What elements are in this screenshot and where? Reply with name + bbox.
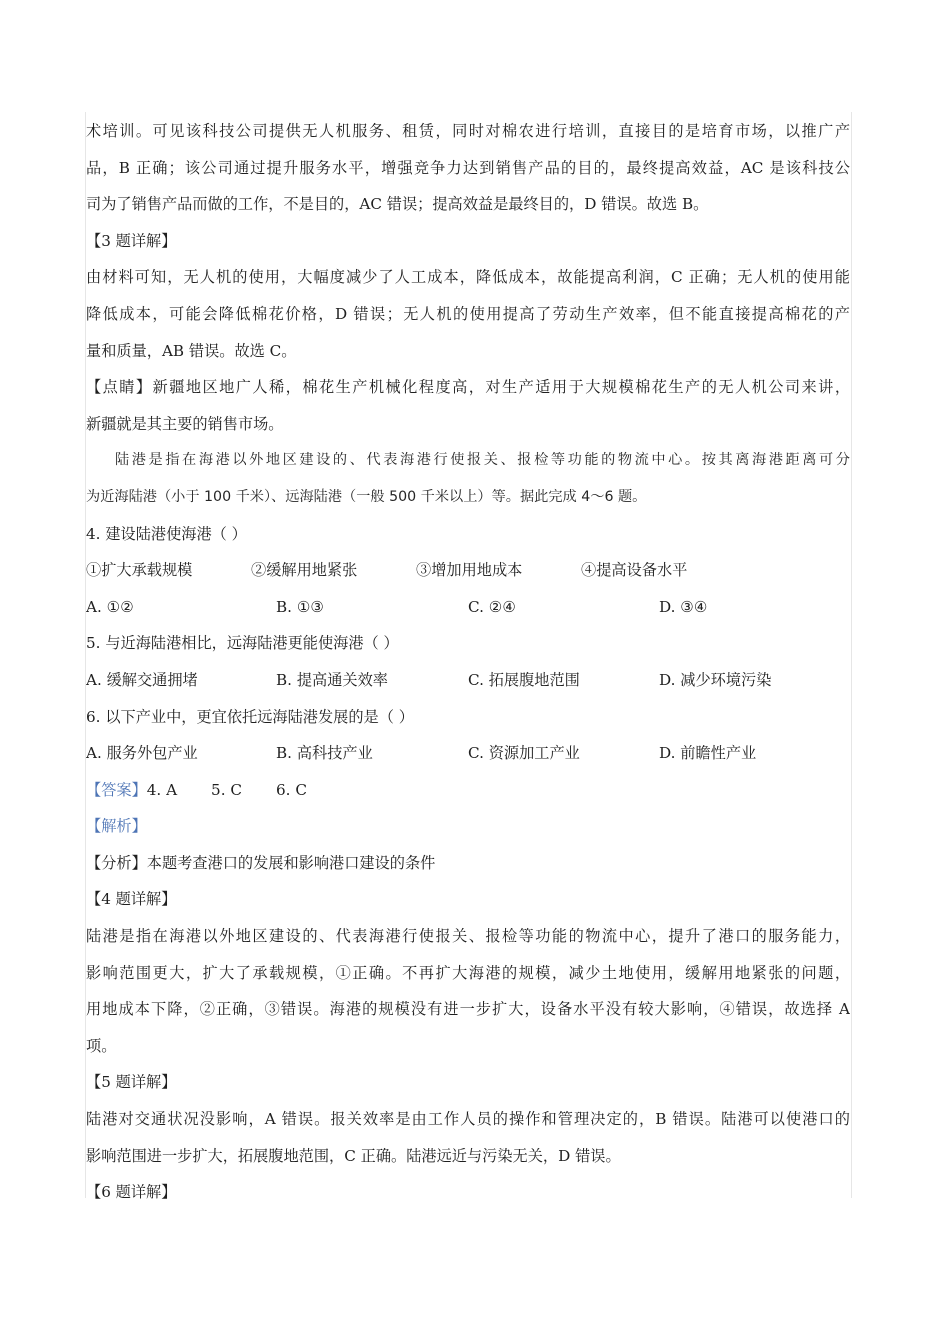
text-line: 陆港是指在海港以外地区建设的、代表海港行使报关、报检等功能的物流中心，提升了港口的服务能力， (86, 927, 850, 946)
document-body (86, 113, 850, 1211)
page-right-border (851, 112, 852, 1198)
answer-item: 4. A (146, 780, 178, 799)
question-4-stem: 4. 建设陆港使海港（ ） (86, 524, 247, 543)
text-line: 影响范围进一步扩大，拓展腹地范围，C 正确。陆港远近与污染无关，D 错误。 (86, 1146, 621, 1165)
question-4-options (86, 589, 850, 626)
statement-item: ③增加用地成本 (416, 561, 523, 580)
answer-label: 【答案】 (86, 780, 147, 799)
question-5-options (86, 662, 850, 699)
option-a: A. 服务外包产业 (86, 744, 198, 763)
text-line: 用地成本下降，②正确，③错误。海港的规模没有进一步扩大，设备水平没有较大影响，④错误，故选择 A (86, 1000, 850, 1019)
option-b: B. 提高通关效率 (276, 670, 388, 689)
text-line: 司为了销售产品而做的工作，不是目的，AC 错误；提高效益是最终目的，D 错误。故选 B。 (86, 195, 709, 214)
question-5-stem: 5. 与近海陆港相比，远海陆港更能使海港（ ） (86, 634, 399, 653)
question-6-stem: 6. 以下产业中，更宜依托远海陆港发展的是（ ） (86, 707, 414, 726)
option-c: C. ②④ (468, 597, 516, 616)
option-d: D. 减少环境污染 (659, 670, 772, 689)
q5-heading: 【5 题详解】 (86, 1073, 177, 1092)
analysis-label: 【解析】 (86, 817, 147, 836)
answer-item: 6. C (276, 780, 307, 799)
option-d: D. ③④ (659, 597, 708, 616)
q4-heading: 【4 题详解】 (86, 890, 177, 909)
q6-heading: 【6 题详解】 (86, 1183, 177, 1202)
material-line: 为近海陆港（小于 100 千米）、远海陆港（一般 500 千米以上）等。据此完成 4～6 题。 (86, 488, 647, 505)
overview-line: 【分析】本题考查港口的发展和影响港口建设的条件 (86, 853, 436, 872)
text-line: 降低成本，可能会降低棉花价格，D 错误；无人机的使用提高了劳动生产效率，但不能直接提高棉花的产 (86, 304, 850, 323)
tip-line: 新疆就是其主要的销售市场。 (86, 414, 284, 433)
material-line: 陆港是指在海港以外地区建设的、代表海港行使报关、报检等功能的物流中心。按其离海港距离可分 (115, 452, 850, 469)
text-line: 项。 (86, 1036, 117, 1055)
option-d: D. 前瞻性产业 (659, 744, 757, 763)
option-c: C. 拓展腹地范围 (468, 670, 580, 689)
question-6-options (86, 735, 850, 772)
text-line: 由材料可知，无人机的使用，大幅度减少了人工成本，降低成本，故能提高利润，C 正确；无人机的使用能 (86, 268, 850, 287)
question-4-statements (86, 552, 850, 589)
text-line: 品，B 正确；该公司通过提升服务水平，增强竞争力达到销售产品的目的，最终提高效益，AC 是该科技公 (86, 158, 850, 177)
answer-line (86, 772, 850, 809)
option-b: B. ①③ (276, 597, 325, 616)
option-c: C. 资源加工产业 (468, 744, 580, 763)
statement-item: ④提高设备水平 (581, 561, 688, 580)
statement-item: ②缓解用地紧张 (251, 561, 358, 580)
option-b: B. 高科技产业 (276, 744, 373, 763)
tip-line: 【点睛】新疆地区地广人稀，棉花生产机械化程度高，对生产适用于大规模棉花生产的无人机公司来讲， (86, 378, 850, 397)
text-line: 陆港对交通状况没影响，A 错误。报关效率是由工作人员的操作和管理决定的，B 错误。陆港可以使港口的 (86, 1110, 850, 1129)
text-line: 影响范围更大，扩大了承载规模，①正确。不再扩大海港的规模，减少土地使用，缓解用地紧张的问题， (86, 963, 850, 982)
text-line: 量和质量，AB 错误。故选 C。 (86, 341, 297, 360)
text-line: 术培训。可见该科技公司提供无人机服务、租赁，同时对棉农进行培训，直接目的是培育市场，以推广产 (86, 122, 850, 140)
option-a: A. 缓解交通拥堵 (86, 670, 198, 689)
option-a: A. ①② (86, 597, 134, 616)
answer-item: 5. C (211, 780, 242, 799)
statement-item: ①扩大承载规模 (86, 561, 193, 580)
q3-heading: 【3 题详解】 (86, 231, 177, 250)
